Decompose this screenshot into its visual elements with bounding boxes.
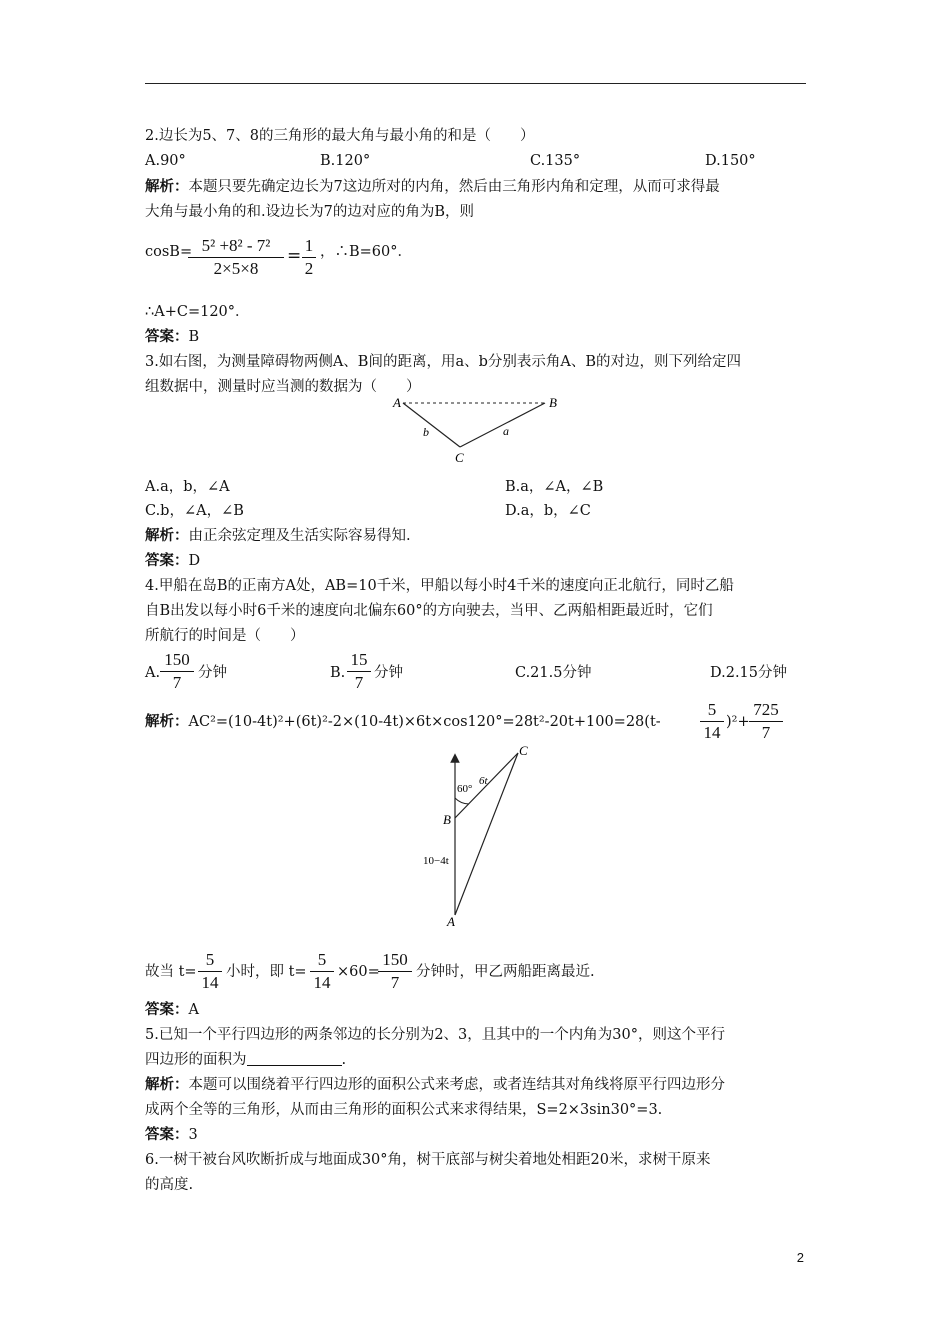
q3-label-b-vertex: B [549, 395, 557, 410]
q4-label-c: C [519, 743, 528, 758]
q3-option-d: D.a，b，∠C [505, 503, 591, 519]
q4-conclusion-part4: 分钟时，甲乙两船距离最近. [416, 964, 595, 980]
q4-analysis-frac2: 725 7 [749, 700, 783, 743]
q2-stem: 2.边长为5、7、8的三角形的最大角与最小角的和是（ ） [145, 128, 535, 144]
q2-analysis-line2: 大角与最小角的和.设边长为7的边对应的角为B，则 [145, 204, 474, 220]
q2-answer: 答案：B [145, 328, 200, 345]
q4-label-6t: 6t [479, 775, 488, 787]
q4-label-a: A [447, 914, 455, 929]
q4-label-b: B [443, 812, 451, 827]
q4-conclusion-frac1: 5 14 [198, 950, 222, 993]
q4-option-a-unit: 分钟 [198, 665, 227, 681]
q3-analysis: 解析：由正余弦定理及生活实际容易得知. [145, 527, 411, 544]
q4-option-d: D.2.15分钟 [710, 665, 788, 681]
q5-stem-line1: 5.已知一个平行四边形的两条邻边的长分别为2、3，且其中的一个内角为30°，则这个平行 [145, 1027, 725, 1043]
q4-label-angle: 60° [457, 783, 473, 795]
q4-option-b-label: B. [330, 665, 346, 681]
q4-conclusion-part1: 故当 t= [145, 964, 197, 980]
q4-angle-arc [455, 798, 469, 804]
q2-cos-denominator: 2×5×8 [213, 259, 259, 278]
q5-answer: 答案：3 [145, 1126, 198, 1143]
q4-answer: 答案：A [145, 1001, 199, 1018]
q2-option-d: D.150° [705, 153, 756, 169]
q4-analysis-expression: 解析：AC²=(10-4t)²+(6t)²-2×(10-4t)×6t×cos120°=28t²-20t+100=28(t- [145, 713, 661, 730]
q6-stem-line1: 6.一树干被台风吹断折成与地面成30°角，树干底部与树尖着地处相距20米，求树干原来 [145, 1152, 711, 1168]
q4-option-b-fraction: 15 7 [347, 650, 371, 693]
q2-cos-numerator: 5² +8² - 7² [201, 236, 271, 255]
header-rule [145, 83, 806, 84]
q2-option-a: A.90° [145, 153, 186, 169]
page-number: 2 [796, 1250, 804, 1265]
q5-stem-line2: 四边形的面积为 . [145, 1052, 347, 1068]
q4-option-b-unit: 分钟 [374, 665, 403, 681]
q2-option-c: C.135° [530, 153, 581, 169]
q4-analysis-frac1: 5 14 [700, 700, 724, 743]
q2-cos-prefix: cosB= [145, 244, 193, 260]
q2-cos-fraction [188, 236, 284, 279]
q4-stem-line1: 4.甲船在岛B的正南方A处，AB=10千米，甲船以每小时4千米的速度向正北航行，同时乙船 [145, 578, 734, 594]
q4-conclusion-part2: 小时，即 t= [226, 964, 307, 980]
q4-conclusion-frac2: 5 14 [310, 950, 334, 993]
q3-answer: 答案：D [145, 552, 201, 569]
q2-half-fraction: 1 2 [302, 236, 316, 279]
q2-option-b: B.120° [320, 153, 371, 169]
q2-cos-suffix: ，∴B=60°． [320, 244, 413, 260]
q3-side-b [403, 403, 460, 447]
q4-label-10-4t: 10−4t [423, 855, 449, 867]
q3-stem-line2: 组数据中，测量时应当测的数据为（ ） [145, 379, 421, 395]
q4-stem-line3: 所航行的时间是（ ） [145, 628, 305, 644]
q4-option-a-fraction: 150 7 [160, 650, 194, 693]
q2-analysis-line1: 解析：本题只要先确定边长为7这边所对的内角，然后由三角形内角和定理，从而可求得最 [145, 178, 720, 195]
q3-label-c-vertex: C [455, 450, 464, 465]
q4-analysis-mid: )²+ [726, 714, 750, 730]
q4-stem-line2: 自B出发以每小时6千米的速度向北偏东60°的方向驶去，当甲、乙两船相距最近时，它们 [145, 603, 713, 619]
q3-label-side-b: b [423, 425, 429, 439]
q5-answer-blank[interactable] [247, 1051, 342, 1066]
q3-option-a: A.a，b，∠A [145, 479, 230, 495]
q2-conclusion: ∴A+C=120°． [145, 304, 250, 320]
q4-navigation-figure [415, 740, 545, 930]
q3-triangle-figure [385, 392, 570, 467]
q2-equals: = [287, 246, 302, 266]
q4-conclusion-part3: ×60= [337, 964, 380, 980]
q5-analysis-line2: 成两个全等的三角形，从而由三角形的面积公式来求得结果，S=2×3sin30°=3. [145, 1102, 663, 1118]
q3-stem-line1: 3.如右图，为测量障碍物两侧A、B间的距离，用a、b分别表示角A、B的对边，则下列给定四 [145, 354, 742, 370]
q3-label-side-a: a [503, 424, 509, 438]
q5-analysis-line1: 解析：本题可以围绕着平行四边形的面积公式来考虑，或者连结其对角线将原平行四边形分 [145, 1076, 725, 1093]
q6-stem-line2: 的高度. [145, 1177, 194, 1193]
q4-conclusion-frac3: 150 7 [378, 950, 412, 993]
q4-option-c: C.21.5分钟 [515, 665, 592, 681]
q3-option-c: C.b，∠A，∠B [145, 503, 244, 519]
q4-option-a-label: A. [145, 665, 161, 681]
q3-option-b: B.a，∠A，∠B [505, 479, 604, 495]
q3-label-a-vertex: A [393, 395, 401, 410]
